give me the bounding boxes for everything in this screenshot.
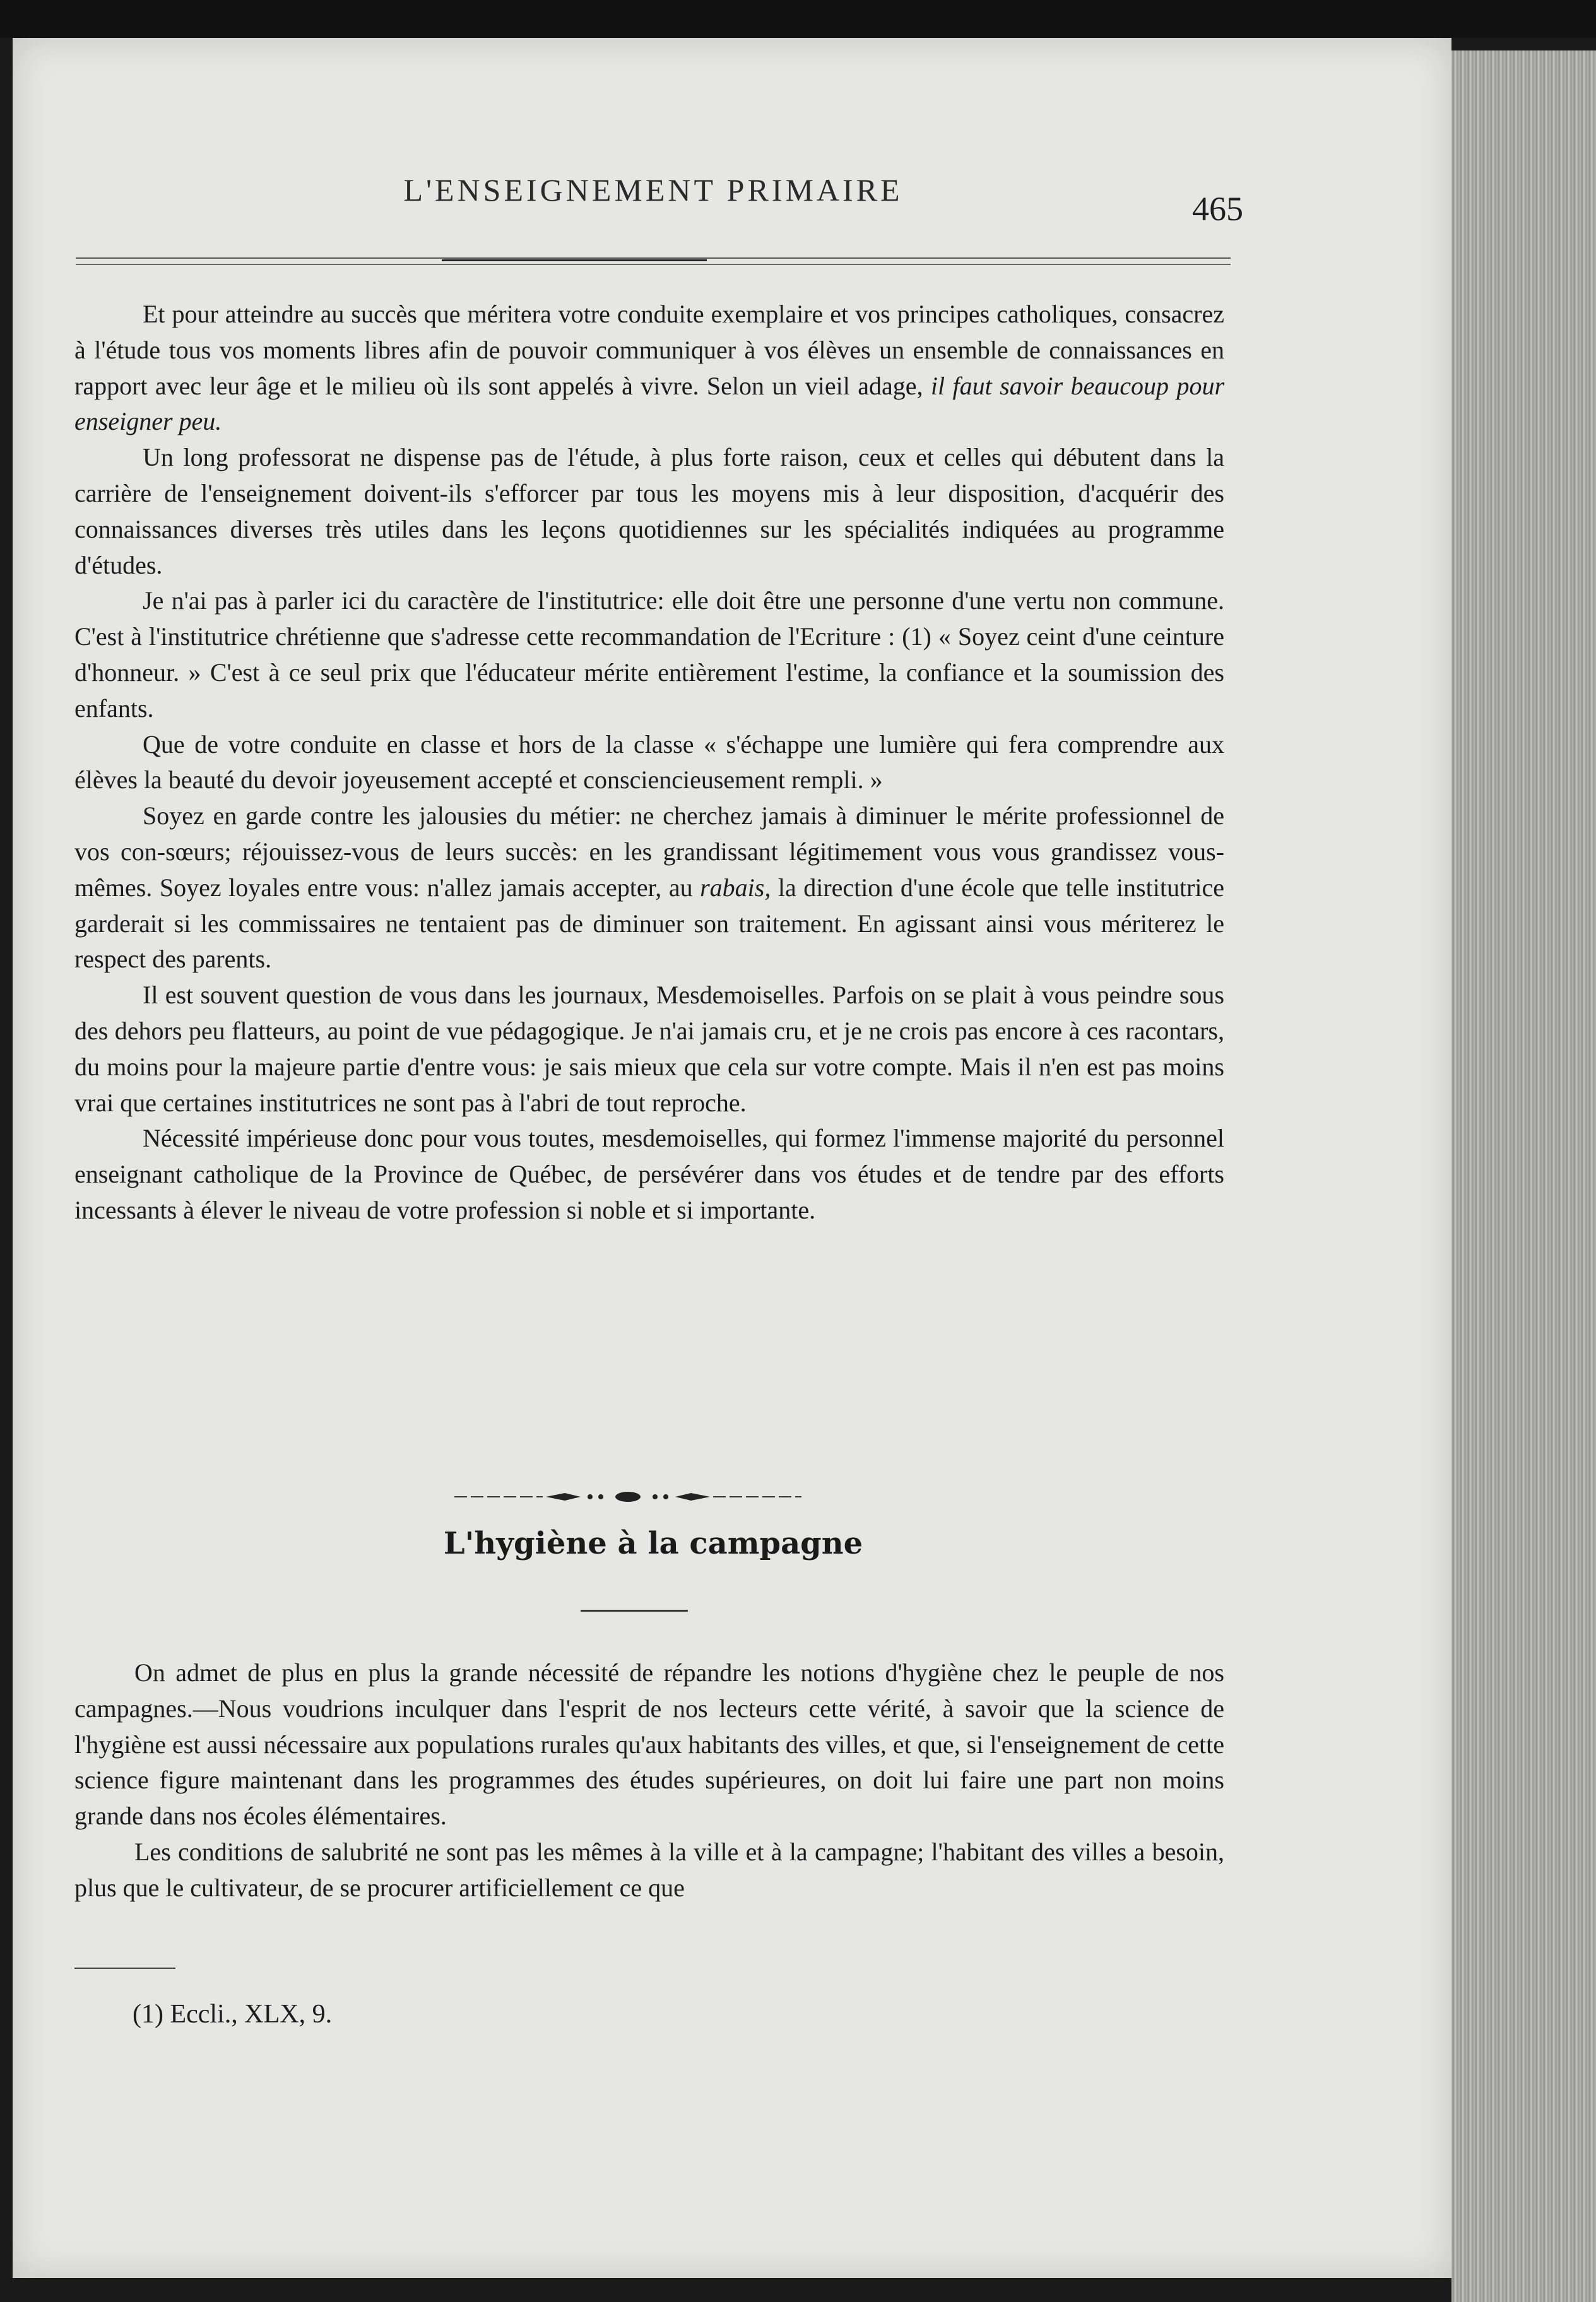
running-title: L'ENSEIGNEMENT PRIMAIRE: [403, 172, 903, 208]
section-title: L'hygiène à la campagne: [443, 1526, 863, 1561]
footnote-rule: [74, 1968, 175, 1969]
paragraph-5: Soyez en garde contre les jalousies du métier: ne cherchez jamais à diminuer le mérite professionnel de vos con-sœurs; réjouissez-vous de leurs succès: en les grandissant légitimement vous vous grandissez vous-mêmes. Soyez loyales entre vous: n'allez jamais accepter, au rabais, la direction d'une école que telle institutrice garderait si les commissaires ne tentaient pas de diminuer son traitement. En agissant ainsi vous mériterez le respect des parents.: [74, 801, 1224, 974]
paragraph-2: Un long professorat ne dispense pas de l'étude, à plus forte raison, ceux et celles qui débutent dans la carrière de l'enseignement doivent-ils s'efforcer par tous les moyens mis à leur disposition, d'acquérir des connaissances diverses très utiles dans les leçons quotidiennes sur les spécialités indiquées au programme d'études.: [74, 443, 1224, 579]
paragraph-6: Il est souvent question de vous dans les journaux, Mesdemoiselles. Parfois on se plait à vous peindre sous des dehors peu flatteurs, au point de vue pédagogique. Je n'ai jamais cru, et je ne crois pas encore à ces racontars, du moins pour la majeure partie d'entre vous: je sais mieux que cela sur votre compte. Mais il n'en est pas moins vrai que certaines institutrices ne sont pas à l'abri de tout reproche.: [74, 981, 1224, 1117]
ornament-divider: [454, 1484, 801, 1509]
section-text: [74, 1655, 1224, 1906]
page-number: 465: [1192, 190, 1243, 228]
paragraph-1: Et pour atteindre au succès que méritera votre conduite exemplaire et vos principes catholiques, consacrez à l'étude tous vos moments libres afin de pouvoir communiquer à vos élèves un ensemble de connaissances en rapport avec leur âge et le milieu où ils sont appelés à vivre. Selon un vieil adage, il faut savoir beaucoup pour enseigner peu.: [74, 300, 1225, 436]
scan-top-border: [0, 0, 1596, 38]
header-rule: [76, 257, 1231, 265]
main-text: [74, 297, 1224, 1229]
italic-adage: il faut savoir beaucoup pour enseigner peu.: [74, 371, 1225, 436]
section-paragraph-1: On admet de plus en plus la grande nécessité de répandre les notions d'hygiène chez le peuple de nos campagnes.—Nous voudrions inculquer dans l'esprit de nos lecteurs cette vérité, à savoir que la science de l'hygiène est aussi nécessaire aux populations rurales qu'aux habitants des villes, et que, si l'enseignement de cette science figure maintenant dans les programmes des études supérieures, on doit lui faire une part non moins grande dans nos écoles élémentaires.: [74, 1658, 1224, 1831]
italic-rabais: rabais,: [700, 873, 771, 902]
footnote: (1) Eccli., XLX, 9.: [133, 2000, 333, 2029]
paragraph-4: Que de votre conduite en classe et hors de la classe « s'échappe une lumière qui fera comprendre aux élèves la beauté du devoir joyeusement accepté et consciencieusement rempli. »: [74, 729, 1224, 794]
paragraph-3: Je n'ai pas à parler ici du caractère de l'institutrice: elle doit être une personne d'une vertu non commune. C'est à l'institutrice chrétienne que s'adresse cette recommandation de l'Ecriture : (1) « Soyez ceint d'une ceinture d'honneur. » C'est à ce seul prix que l'éducateur mérite entièrement l'estime, la confiance et la soumission des enfants.: [74, 586, 1224, 723]
running-head: [76, 165, 1243, 228]
section-paragraph-2: Les conditions de salubrité ne sont pas les mêmes à la ville et à la campagne; l'habitant des villes a besoin, plus que le cultivateur, de se procurer artificiellement ce que: [74, 1837, 1224, 1902]
scanned-page-edge: [1451, 50, 1596, 2302]
paragraph-7: Nécessité impérieuse donc pour vous toutes, mesdemoiselles, qui formez l'immense majorité du personnel enseignant catholique de la Province de Québec, de persévérer dans vos études et de tendre par des efforts incessants à élever le niveau de votre profession si noble et si importante.: [74, 1124, 1224, 1224]
title-underline: [581, 1610, 688, 1612]
